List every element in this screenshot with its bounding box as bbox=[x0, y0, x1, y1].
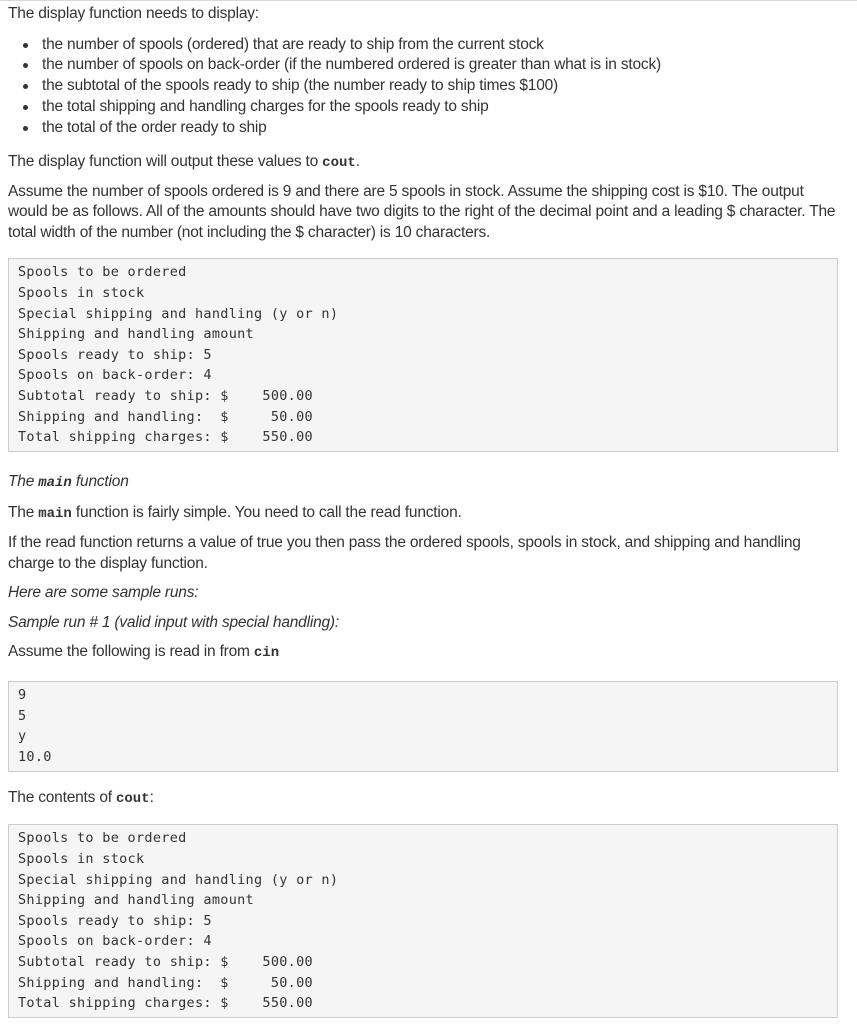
code-block-output-1: Spools to be ordered Spools in stock Special shipping and handling (y or n) Shipping and handling amount Spools ready to ship: 5 Spools on back-order: 4 Subtotal ready to ship: $ 500.00 Shipping and handling: $ 50.00 Total shipping charges: $ 550.00 bbox=[8, 258, 838, 452]
code-block-output-2: Spools to be ordered Spools in stock Special shipping and handling (y or n) Shipping and handling amount Spools ready to ship: 5 Spools on back-order: 4 Subtotal ready to ship: $ 500.00 Shipping and handling: $ 50.00 Total shipping charges: $ 550.00 bbox=[8, 824, 838, 1018]
intro-text: The display function needs to display: bbox=[8, 5, 259, 22]
contents-label-end: : bbox=[149, 788, 154, 806]
inline-code: main bbox=[38, 475, 72, 492]
main-heading-pre: The bbox=[8, 473, 39, 491]
inline-code: cout bbox=[322, 155, 356, 172]
code-block-input: 9 5 y 10.0 bbox=[8, 681, 838, 772]
top-divider bbox=[0, 0, 857, 1]
document-body bbox=[8, 4, 838, 1018]
list-item: the total of the order ready to ship bbox=[42, 118, 838, 139]
output-line-end: . bbox=[355, 153, 360, 171]
list-item: the total shipping and handling charges for the spools ready to ship bbox=[42, 97, 838, 118]
contents-label-text: The contents of bbox=[8, 788, 116, 806]
output-line bbox=[8, 152, 838, 174]
list-item: the number of spools (ordered) that are ready to ship from the current stock bbox=[42, 35, 838, 56]
main-heading bbox=[8, 472, 838, 494]
display-items-list bbox=[8, 35, 838, 139]
main-desc-post: function is fairly simple. You need to call the read function. bbox=[71, 503, 462, 521]
main-desc-pre: The bbox=[8, 503, 39, 521]
sample-run-1-label: Sample run # 1 (valid input with special handling): bbox=[8, 613, 339, 631]
inline-code: main bbox=[38, 505, 72, 522]
inline-code: cin bbox=[253, 645, 280, 662]
sample-runs-label: Here are some sample runs: bbox=[8, 584, 199, 602]
inline-code: cout bbox=[115, 790, 150, 807]
contents-label bbox=[8, 788, 838, 810]
main-heading-post: function bbox=[71, 473, 129, 491]
main-description bbox=[8, 503, 838, 525]
assume-read-line bbox=[8, 642, 838, 664]
assume-paragraph: Assume the number of spools ordered is 9 and there are 5 spools in stock. Assume the shipping cost is $10. The output would be as follows. All of the amounts should have two digits to the right of the decimal point and a leading $ character. The total width of the number (not including the $ character) is 10 characters. bbox=[8, 182, 836, 241]
list-item: the subtotal of the spools ready to ship (the number ready to ship times $100) bbox=[42, 76, 838, 97]
list-item: the number of spools on back-order (if the numbered ordered is greater than what is in stock) bbox=[42, 55, 838, 76]
assume-read-text: Assume the following is read in from bbox=[8, 643, 254, 661]
output-line-text: The display function will output these values to bbox=[8, 153, 323, 171]
read-paragraph: If the read function returns a value of true you then pass the ordered spools, spools in stock, and shipping and handling charge to the display function. bbox=[8, 534, 801, 572]
